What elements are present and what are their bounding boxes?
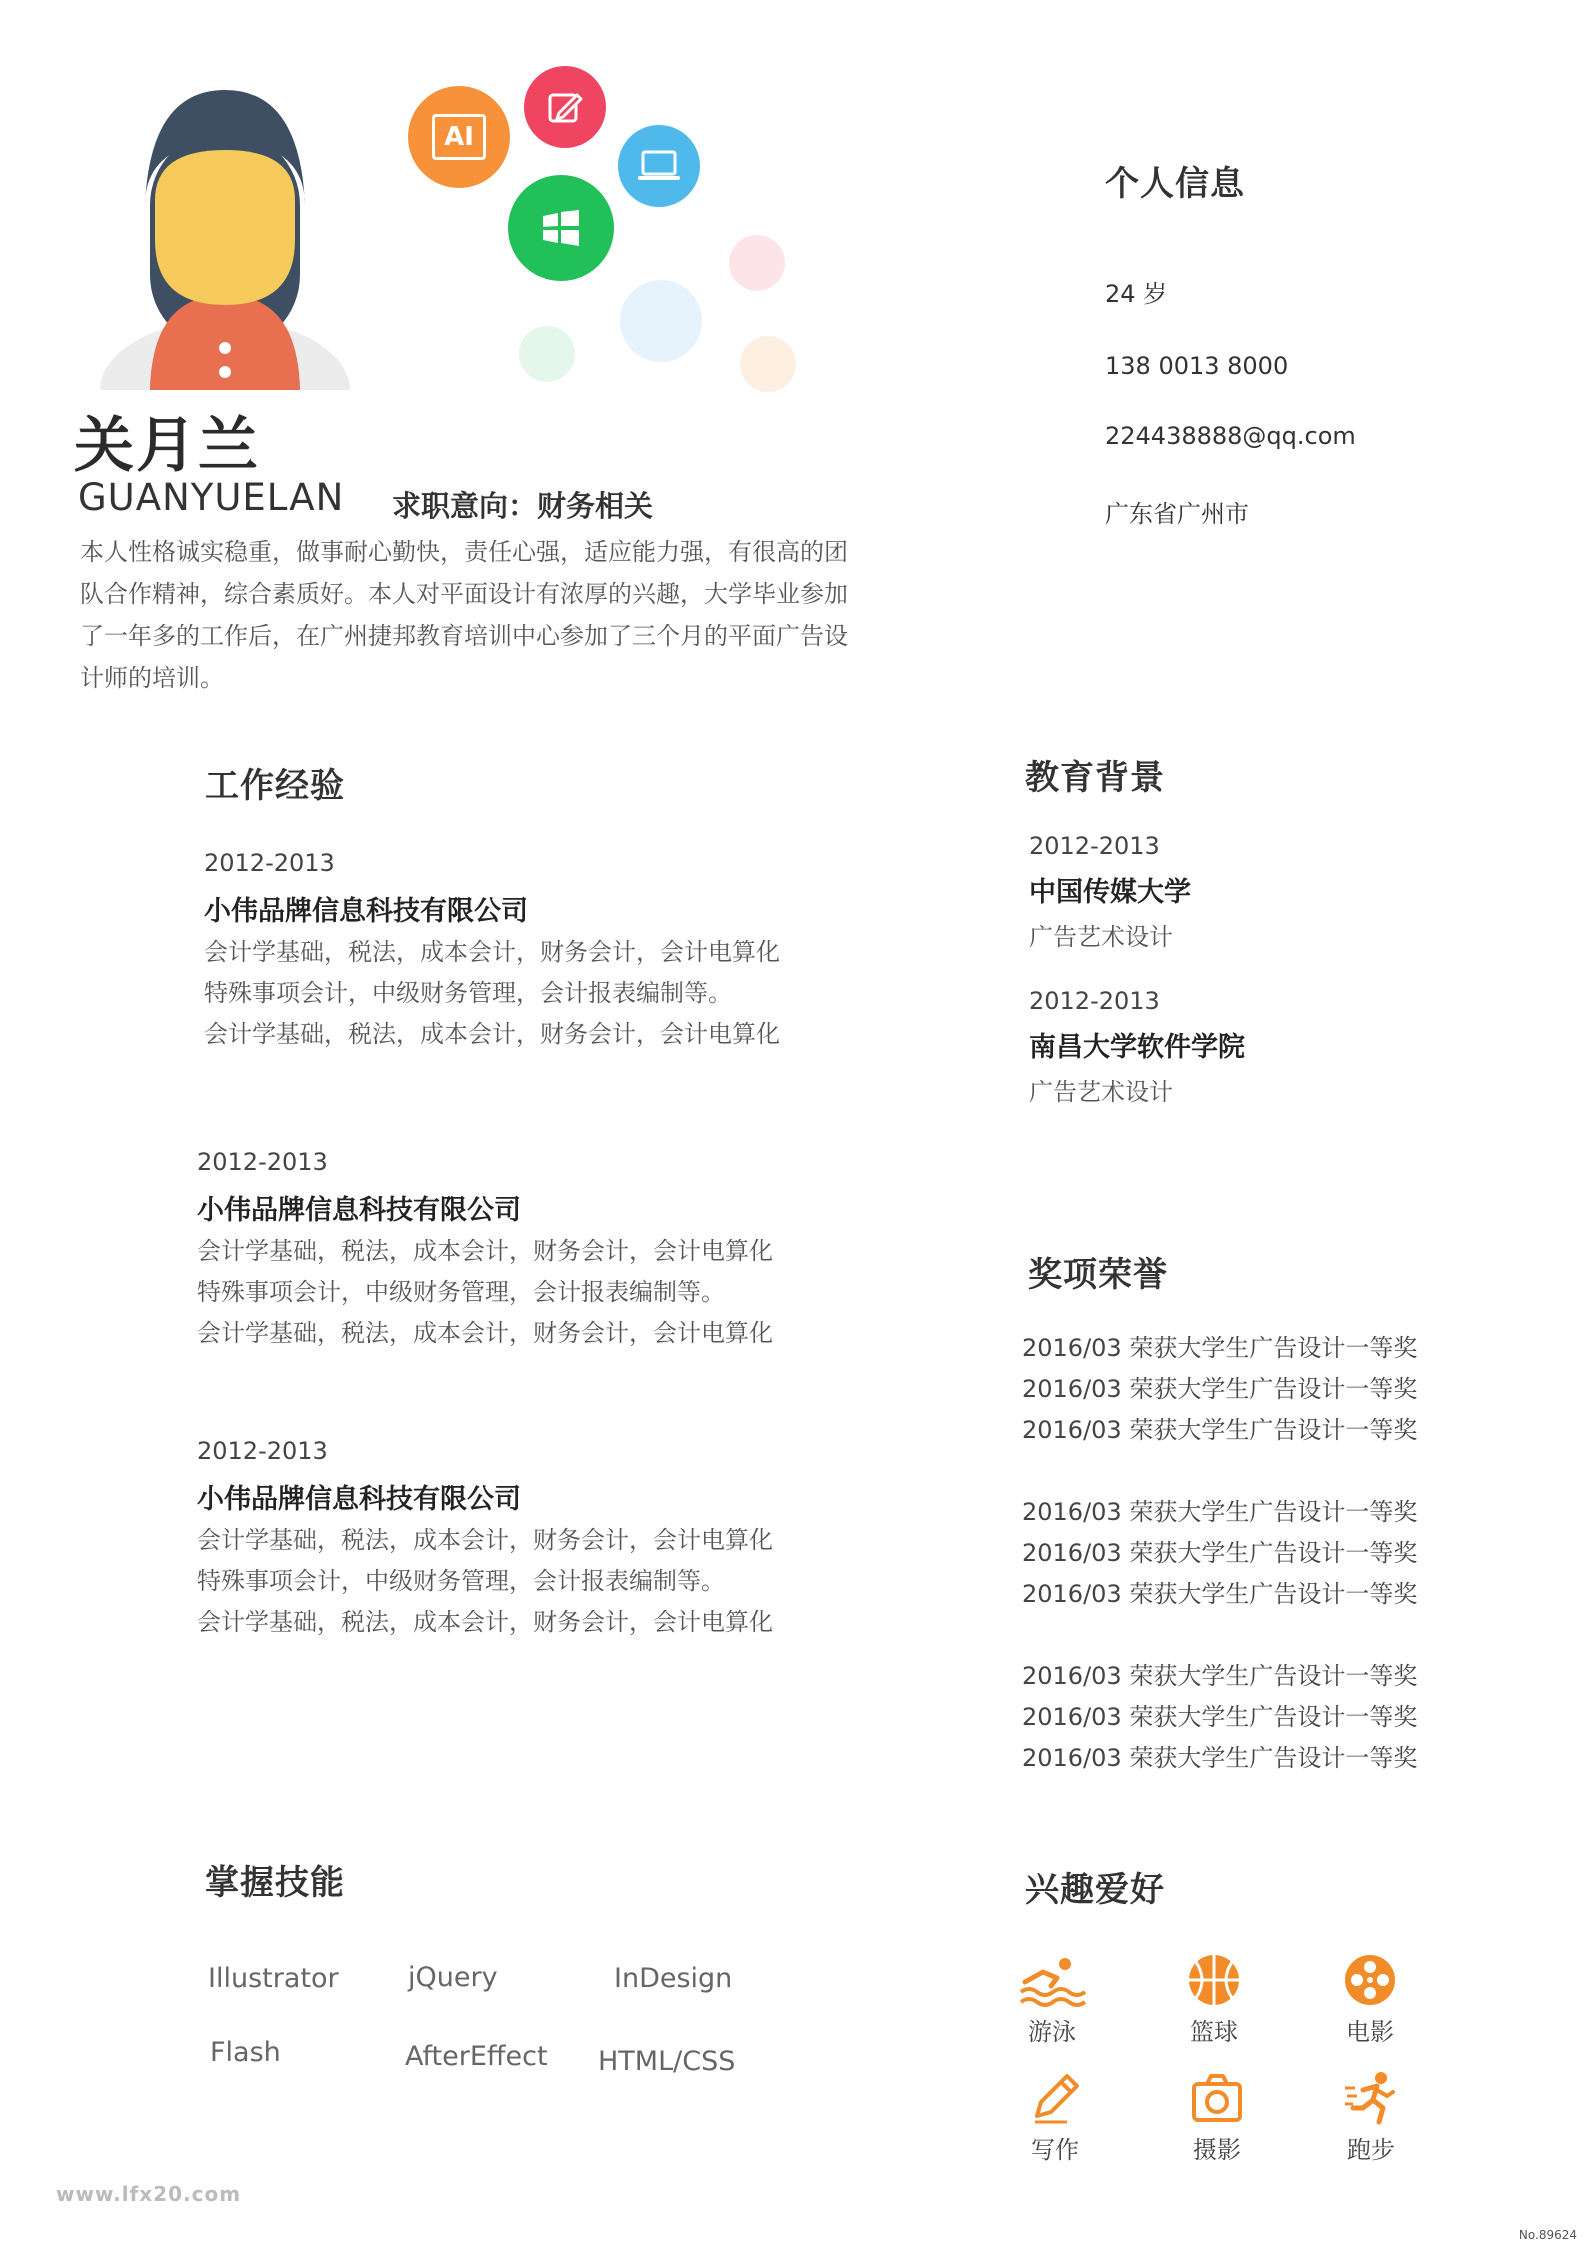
hobby-writing bbox=[1015, 2070, 1095, 2165]
self-introduction: 本人性格诚实稳重，做事耐心勤快，责任心强，适应能力强，有很高的团队合作精神，综合素质好。本人对平面设计有浓厚的兴趣，大学毕业参加了一年多的工作后，在广州捷邦教育培训中心参加了三个月的平面广告设计师的培训。 bbox=[80, 538, 848, 692]
ai-label: AI bbox=[444, 122, 474, 152]
swimming-icon bbox=[1017, 1952, 1087, 2008]
hobby-label: 电影 bbox=[1346, 2018, 1394, 2046]
age: 24 岁 bbox=[1105, 280, 1168, 308]
computer-bubble bbox=[618, 125, 700, 207]
work-date: 2012-2013 bbox=[197, 1437, 328, 1465]
award-item: 2016/03 荣获大学生广告设计一等奖 bbox=[1022, 1744, 1418, 1772]
award-item: 2016/03 荣获大学生广告设计一等奖 bbox=[1022, 1662, 1418, 1690]
hobby-movie bbox=[1330, 1952, 1410, 2047]
work-date: 2012-2013 bbox=[204, 849, 335, 877]
decor-bubble-pink bbox=[729, 235, 785, 291]
hobby-label: 写作 bbox=[1031, 2136, 1079, 2164]
decor-bubble-blue bbox=[620, 280, 702, 362]
pencil-icon bbox=[1027, 2070, 1083, 2126]
awards-title: 奖项荣誉 bbox=[1028, 1255, 1168, 1295]
hobby-label: 篮球 bbox=[1190, 2018, 1238, 2046]
ai-bubble bbox=[408, 86, 510, 188]
work-duty: 特殊事项会计，中级财务管理，会计报表编制等。 bbox=[204, 979, 732, 1007]
hobby-label: 游泳 bbox=[1028, 2018, 1076, 2046]
education-date: 2012-2013 bbox=[1029, 987, 1160, 1015]
education-title: 教育背景 bbox=[1025, 758, 1165, 798]
skill-item: Flash bbox=[210, 2037, 281, 2068]
hobby-swimming bbox=[1012, 1952, 1092, 2047]
skills-title: 掌握技能 bbox=[205, 1863, 345, 1903]
ai-book-icon bbox=[432, 114, 486, 160]
basketball-icon bbox=[1186, 1952, 1242, 2008]
work-company: 小伟品牌信息科技有限公司 bbox=[204, 896, 528, 927]
camera-icon bbox=[1189, 2070, 1245, 2126]
hobbies-title: 兴趣爱好 bbox=[1025, 1870, 1165, 1910]
watermark: www.lfx20.com bbox=[56, 2182, 242, 2206]
avatar bbox=[100, 90, 350, 390]
work-duty: 会计学基础，税法，成本会计，财务会计，会计电算化 bbox=[197, 1237, 773, 1265]
award-item: 2016/03 荣获大学生广告设计一等奖 bbox=[1022, 1539, 1418, 1567]
school-name: 中国传媒大学 bbox=[1029, 877, 1191, 908]
windows-icon bbox=[541, 210, 581, 246]
hobby-basketball bbox=[1174, 1952, 1254, 2047]
name-cn: 关月兰 bbox=[74, 411, 260, 481]
personal-info-title: 个人信息 bbox=[1105, 164, 1245, 204]
work-entry bbox=[197, 1148, 837, 1354]
hobby-label: 摄影 bbox=[1193, 2136, 1241, 2164]
award-group bbox=[1022, 1328, 1417, 1451]
education-entry bbox=[1029, 832, 1191, 952]
location: 广东省广州市 bbox=[1105, 500, 1249, 528]
major: 广告艺术设计 bbox=[1029, 1078, 1173, 1106]
running-icon bbox=[1343, 2070, 1399, 2126]
job-objective: 求职意向：财务相关 bbox=[392, 489, 654, 523]
education-date: 2012-2013 bbox=[1029, 832, 1160, 860]
work-entry bbox=[204, 849, 844, 1055]
edit-bubble bbox=[524, 66, 606, 148]
award-item: 2016/03 荣获大学生广告设计一等奖 bbox=[1022, 1703, 1418, 1731]
hobby-label: 跑步 bbox=[1347, 2136, 1395, 2164]
decor-bubble-orange bbox=[740, 336, 796, 392]
award-item: 2016/03 荣获大学生广告设计一等奖 bbox=[1022, 1416, 1418, 1444]
work-duty: 特殊事项会计，中级财务管理，会计报表编制等。 bbox=[197, 1278, 725, 1306]
hobby-photography bbox=[1177, 2070, 1257, 2165]
serial-number: No.89624 bbox=[1518, 2228, 1577, 2242]
work-experience-title: 工作经验 bbox=[205, 766, 345, 806]
film-reel-icon bbox=[1342, 1952, 1398, 2008]
skill-item: AfterEffect bbox=[405, 2041, 548, 2072]
major: 广告艺术设计 bbox=[1029, 923, 1173, 951]
award-item: 2016/03 荣获大学生广告设计一等奖 bbox=[1022, 1580, 1418, 1608]
award-item: 2016/03 荣获大学生广告设计一等奖 bbox=[1022, 1375, 1418, 1403]
award-group bbox=[1022, 1492, 1417, 1615]
skill-item: jQuery bbox=[408, 1962, 498, 1993]
work-duty: 会计学基础，税法，成本会计，财务会计，会计电算化 bbox=[204, 938, 780, 966]
decor-bubble-green bbox=[519, 326, 575, 382]
work-entry bbox=[197, 1437, 837, 1643]
award-item: 2016/03 荣获大学生广告设计一等奖 bbox=[1022, 1498, 1418, 1526]
work-duty: 会计学基础，税法，成本会计，财务会计，会计电算化 bbox=[197, 1608, 773, 1636]
phone: 138 0013 8000 bbox=[1105, 352, 1289, 380]
hobby-running bbox=[1331, 2070, 1411, 2165]
skill-item: Illustrator bbox=[208, 1963, 339, 1994]
work-date: 2012-2013 bbox=[197, 1148, 328, 1176]
work-duty: 会计学基础，税法，成本会计，财务会计，会计电算化 bbox=[197, 1526, 773, 1554]
work-duty: 特殊事项会计，中级财务管理，会计报表编制等。 bbox=[197, 1567, 725, 1595]
work-duty: 会计学基础，税法，成本会计，财务会计，会计电算化 bbox=[204, 1020, 780, 1048]
education-entry bbox=[1029, 987, 1245, 1107]
edit-icon bbox=[545, 87, 585, 127]
laptop-icon bbox=[637, 148, 681, 184]
award-group bbox=[1022, 1656, 1417, 1779]
name-en: GUANYUELAN bbox=[78, 476, 345, 519]
skill-item: HTML/CSS bbox=[598, 2046, 736, 2077]
skill-item: InDesign bbox=[614, 1963, 733, 1994]
school-name: 南昌大学软件学院 bbox=[1029, 1032, 1245, 1063]
award-item: 2016/03 荣获大学生广告设计一等奖 bbox=[1022, 1334, 1418, 1362]
work-company: 小伟品牌信息科技有限公司 bbox=[197, 1195, 521, 1226]
work-company: 小伟品牌信息科技有限公司 bbox=[197, 1484, 521, 1515]
work-duty: 会计学基础，税法，成本会计，财务会计，会计电算化 bbox=[197, 1319, 773, 1347]
email: 224438888@qq.com bbox=[1105, 422, 1356, 450]
windows-bubble bbox=[508, 175, 614, 281]
